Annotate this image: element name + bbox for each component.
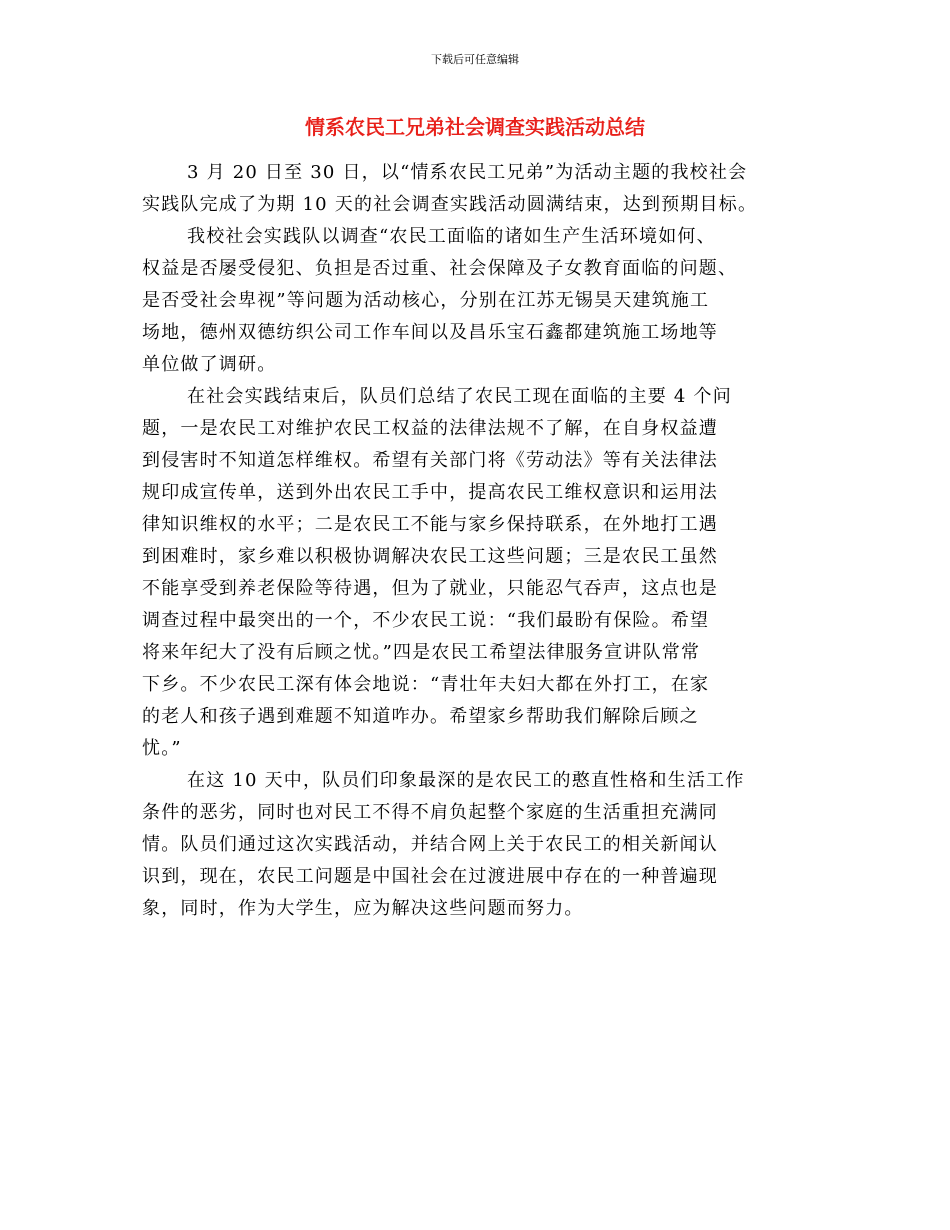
text-line: 到困难时，家乡难以积极协调解决农民工这些问题；三是农民工虽然 <box>142 546 718 567</box>
text-line: 单位做了调研。 <box>142 354 277 375</box>
header-note: 下载后可任意编辑 <box>431 53 519 66</box>
text-line: 规印成宣传单，送到外出农民工手中，提高农民工维权意识和运用法 <box>142 482 718 503</box>
paragraph <box>142 765 822 925</box>
text-line: 在社会实践结束后，队员们总结了农民工现在面临的主要 4 个问 <box>187 386 732 407</box>
text-line: 的老人和孩子遇到难题不知道咋办。希望家乡帮助我们解除后顾之 <box>142 706 699 727</box>
text-line: 调查过程中最突出的一个，不少农民工说：“我们最盼有保险。希望 <box>142 610 710 631</box>
text-line: 下乡。不少农民工深有体会地说：“青壮年夫妇大都在外打工，在家 <box>142 674 710 695</box>
paragraph <box>142 221 822 381</box>
text-line: 忧。” <box>142 738 182 759</box>
text-line: 将来年纪大了没有后顾之忧。”四是农民工希望法律服务宣讲队常常 <box>142 642 701 663</box>
text-line: 律知识维权的水平；二是农民工不能与家乡保持联系，在外地打工遇 <box>142 514 718 535</box>
text-line: 不能享受到养老保险等待遇，但为了就业，只能忍气吞声，这点也是 <box>142 578 718 599</box>
text-line: 是否受社会卑视”等问题为活动核心，分别在江苏无锡昊天建筑施工 <box>142 290 710 311</box>
text-line: 在这 10 天中，队员们印象最深的是农民工的憨直性格和生活工作 <box>187 770 745 791</box>
text-line: 象，同时，作为大学生，应为解决这些问题而努力。 <box>142 898 584 919</box>
paragraph <box>142 381 822 765</box>
document-body <box>142 157 822 925</box>
text-line: 3 月 20 日至 30 日，以“情系农民工兄弟”为活动主题的我校社会 <box>187 162 748 183</box>
text-line: 场地，德州双德纺织公司工作车间以及昌乐宝石鑫都建筑施工场地等 <box>142 322 718 343</box>
document-title: 情系农民工兄弟社会调查实践活动总结 <box>305 115 645 139</box>
paragraph <box>142 157 822 221</box>
text-line: 权益是否屡受侵犯、负担是否过重、社会保障及子女教育面临的问题、 <box>142 258 738 279</box>
text-line: 识到，现在，农民工问题是中国社会在过渡进展中存在的一种普遍现 <box>142 866 718 887</box>
text-line: 条件的恶劣，同时也对民工不得不肩负起整个家庭的生活重担充满同 <box>142 802 718 823</box>
text-line: 实践队完成了为期 10 天的社会调查实践活动圆满结束，达到预期目标。 <box>142 194 758 215</box>
text-line: 题，一是农民工对维护农民工权益的法律法规不了解，在自身权益遭 <box>142 418 718 439</box>
text-line: 到侵害时不知道怎样维权。希望有关部门将《劳动法》等有关法律法 <box>142 450 718 471</box>
text-line: 情。队员们通过这次实践活动，并结合网上关于农民工的相关新闻认 <box>142 834 718 855</box>
text-line: 我校社会实践队以调查“农民工面临的诸如生产生活环境如何、 <box>187 226 716 247</box>
